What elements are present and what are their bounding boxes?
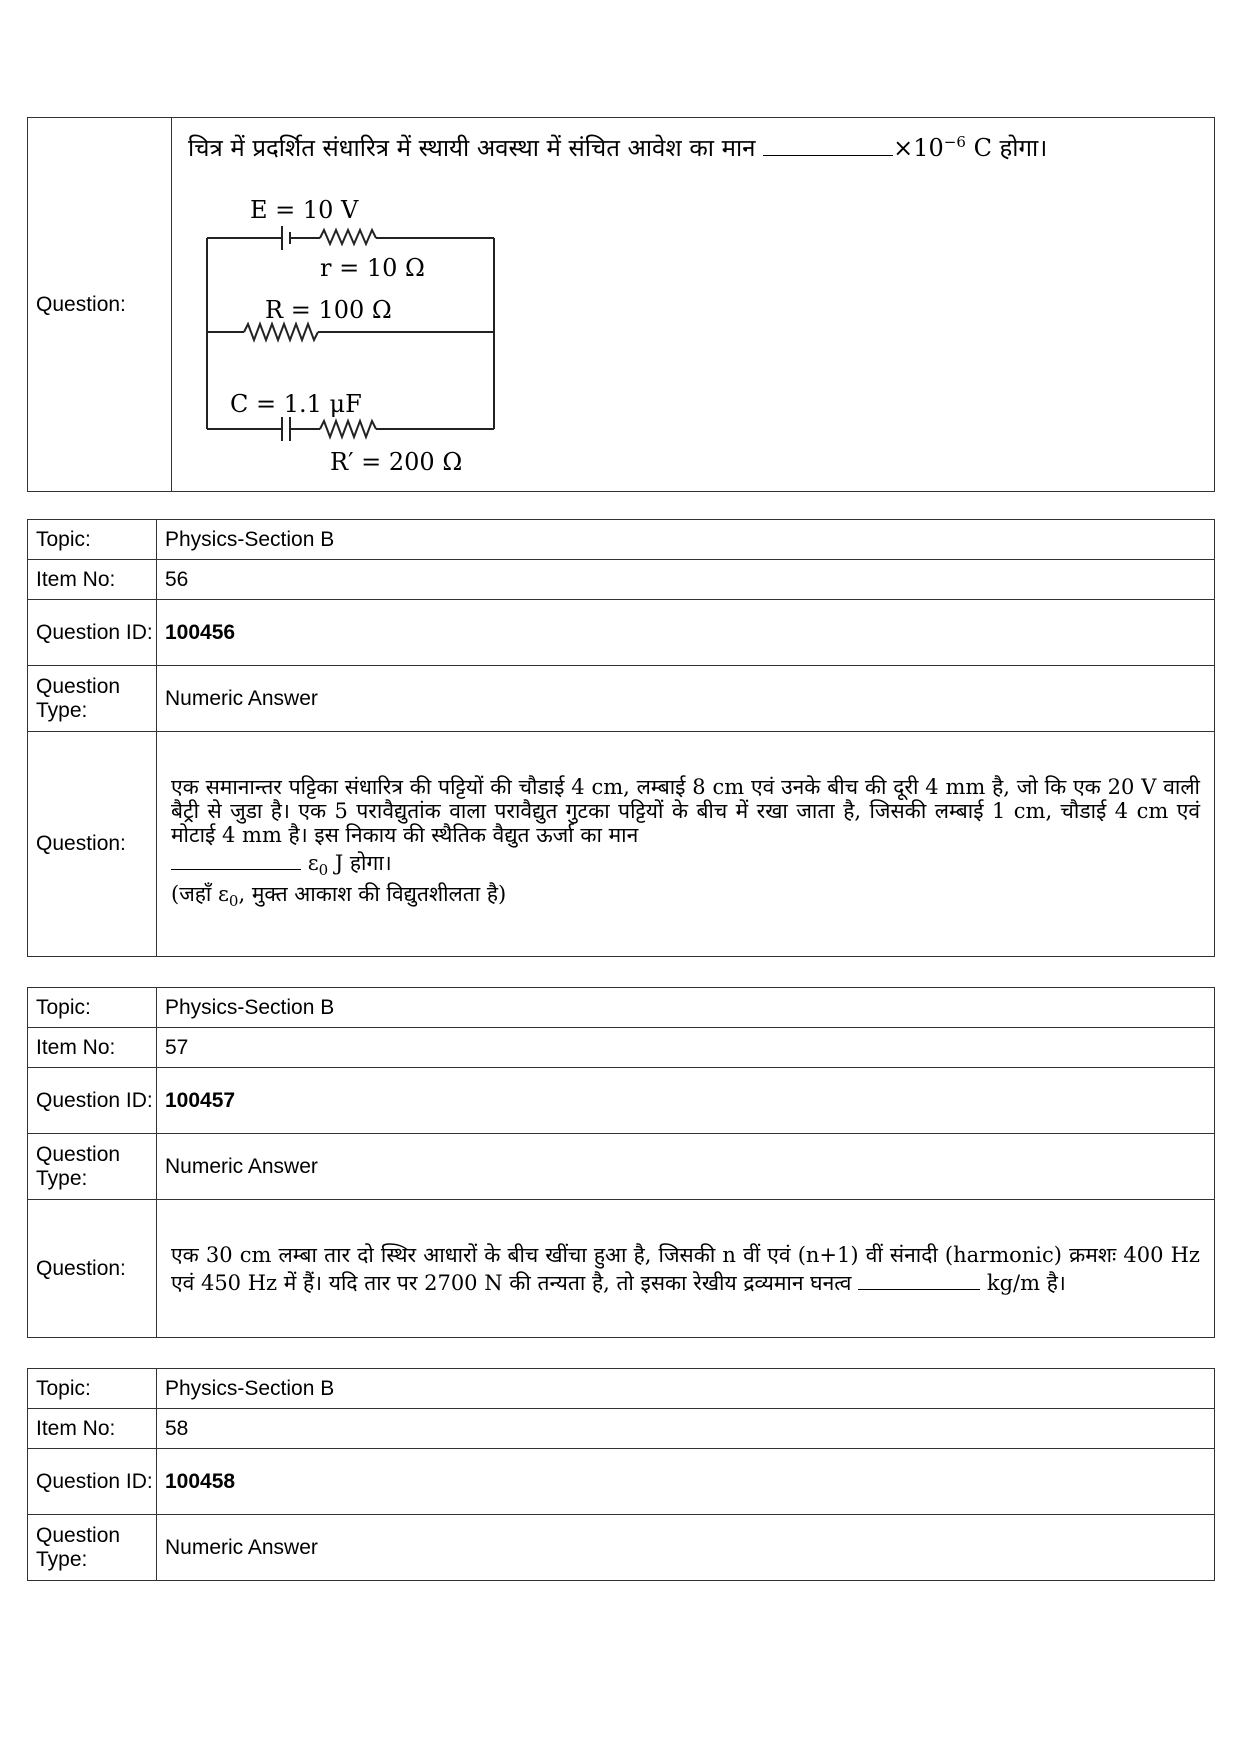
question-id-value: 100458 <box>157 1449 1215 1515</box>
question-text: एक 30 cm लम्बा तार दो स्थिर आधारों के बीच खींचा हुआ है, जिसकी n वीं एवं (n+1) वीं संनादी (harmonic) क्रमशः 400 Hz एवं 450 Hz में हैं। यदि तार पर 2700 N की तन्यता है, तो इसका रेखीय द्रव्यमान घनत्व kg/m है। <box>157 1200 1215 1338</box>
question-label: Question: <box>28 118 172 492</box>
item-no-label: Item No: <box>28 1409 157 1449</box>
resistor-r <box>320 230 376 244</box>
question-type-label: Question Type: <box>28 666 157 732</box>
item-no-value: 56 <box>157 560 1215 600</box>
question-type-value: Numeric Answer <box>157 1515 1215 1581</box>
question-type-value: Numeric Answer <box>157 1134 1215 1200</box>
question-label: Question: <box>28 1200 157 1338</box>
resistor-Rprime <box>320 421 376 437</box>
question-id-value: 100457 <box>157 1068 1215 1134</box>
question-id-label: Question ID: <box>28 600 157 666</box>
question-card-55 <box>27 117 1215 492</box>
topic-label: Topic: <box>28 1369 157 1409</box>
question-label: Question: <box>28 732 157 957</box>
item-no-value: 58 <box>157 1409 1215 1449</box>
resistor-R <box>244 324 318 340</box>
topic-value: Physics-Section B <box>157 988 1215 1028</box>
label-E: E = 10 V <box>250 196 359 224</box>
label-C: C = 1.1 μF <box>230 390 362 418</box>
label-R: R = 100 Ω <box>265 296 392 324</box>
question-type-label: Question Type: <box>28 1134 157 1200</box>
question-card-56 <box>27 519 1215 957</box>
topic-value: Physics-Section B <box>157 1369 1215 1409</box>
item-no-label: Item No: <box>28 560 157 600</box>
circuit-diagram <box>192 186 522 476</box>
item-no-label: Item No: <box>28 1028 157 1068</box>
question-id-label: Question ID: <box>28 1068 157 1134</box>
topic-value: Physics-Section B <box>157 520 1215 560</box>
answer-blank <box>858 1267 980 1290</box>
question-id-label: Question ID: <box>28 1449 157 1515</box>
question-card-57 <box>27 987 1215 1338</box>
item-no-value: 57 <box>157 1028 1215 1068</box>
question-body <box>172 118 1215 492</box>
question-type-value: Numeric Answer <box>157 666 1215 732</box>
label-r: r = 10 Ω <box>320 254 425 282</box>
topic-label: Topic: <box>28 520 157 560</box>
answer-blank <box>171 847 301 870</box>
topic-label: Topic: <box>28 988 157 1028</box>
question-card-58 <box>27 1368 1215 1581</box>
question-type-label: Question Type: <box>28 1515 157 1581</box>
question-id-value: 100456 <box>157 600 1215 666</box>
question-text: एक समानान्तर पट्टिका संधारित्र की पट्टियों की चौडाई 4 cm, लम्बाई 8 cm एवं उनके बीच की दूरी 4 mm है, जो कि एक 20 V वाली बैट्री से जुडा है। एक 5 परावैद्युतांक वाला परावैद्युत गुटका पट्टियों के बीच में रखा जाता है, जिसकी लम्बाई 1 cm, चौडाई 4 cm एवं मोटाई 4 mm है। इस निकाय की स्थैतिक वैद्युत ऊर्जा का मान $\varepsilon_0$ J होगा। (जहाँ $\varepsilon_0$, मुक्त आकाश की विद्युतशीलता है) <box>157 732 1215 957</box>
answer-blank <box>763 133 893 156</box>
question-text: चित्र में प्रदर्शित संधारित्र में स्थायी अवस्था में संचित आवेश का मान $\times 10^{-6}$ C होगा। <box>188 133 1048 162</box>
label-Rprime: R′ = 200 Ω <box>330 448 463 476</box>
